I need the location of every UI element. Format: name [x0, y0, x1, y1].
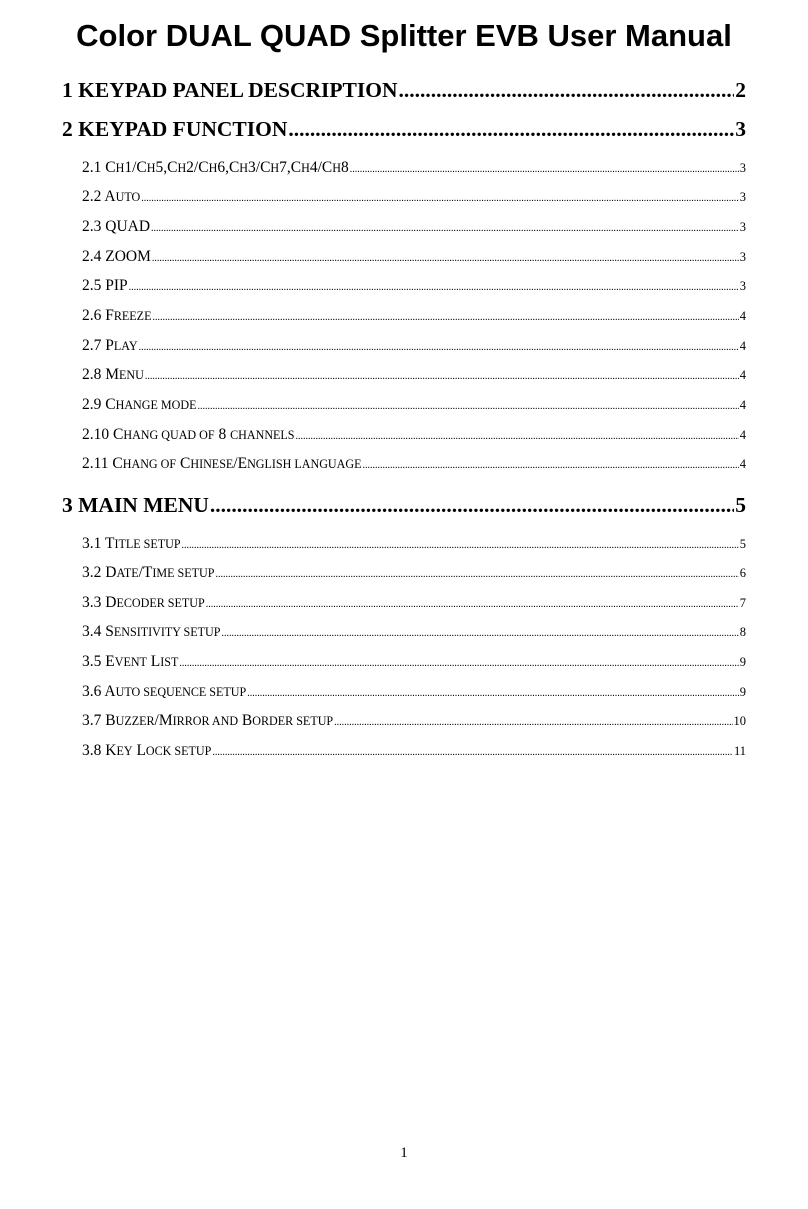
toc-entry-2-8[interactable]	[82, 364, 746, 386]
toc-entry-3-2[interactable]	[82, 562, 746, 584]
toc-entry-3-6[interactable]	[82, 681, 746, 703]
toc-entry-section-1[interactable]	[62, 76, 746, 104]
toc-page-number: 4	[739, 309, 746, 323]
toc-leader	[206, 594, 739, 616]
toc-leader	[296, 426, 739, 448]
toc-page-number: 4	[739, 428, 746, 442]
toc-leader	[212, 742, 733, 764]
toc-label: 3.1 TITLE SETUP	[82, 535, 181, 552]
toc-label: 3 MAIN MENU	[62, 493, 209, 517]
toc-label: 3.5 EVENT LIST	[82, 653, 179, 670]
toc-label: 3.3 DECODER SETUP	[82, 594, 205, 611]
toc-entry-2-9[interactable]	[82, 394, 746, 416]
toc-leader	[288, 115, 734, 143]
toc-label: 2.10 CHANG QUAD OF 8 CHANNELS	[82, 426, 295, 443]
toc-entry-3-5[interactable]	[82, 651, 746, 673]
toc-page-number: 3	[739, 279, 746, 293]
page-number: 1	[400, 1145, 408, 1161]
toc-leader	[141, 188, 739, 210]
toc-label: 2.11 CHANG OF CHINESE/ENGLISH LANGUAGE	[82, 455, 362, 472]
toc-label: 3.7 BUZZER/MIRROR AND BORDER SETUP	[82, 712, 334, 729]
toc-page-number: 4	[739, 457, 746, 471]
toc-page-number: 10	[733, 714, 746, 728]
toc-label: 2.7 PLAY	[82, 337, 138, 354]
toc-entry-section-3[interactable]	[62, 491, 746, 519]
toc-leader	[152, 248, 739, 270]
toc-label: 2 KEYPAD FUNCTION	[62, 117, 288, 141]
toc-label: 2.9 CHANGE MODE	[82, 396, 197, 413]
toc-entry-3-8[interactable]	[82, 740, 746, 762]
toc-leader	[152, 307, 738, 329]
toc-leader	[350, 159, 739, 181]
page-title: Color DUAL QUAD Splitter EVB User Manual	[76, 18, 732, 53]
toc-page-number: 3	[739, 220, 746, 234]
toc-page-number: 4	[739, 368, 746, 382]
toc-page-number: 7	[739, 596, 746, 610]
toc-entry-2-11[interactable]	[82, 453, 746, 475]
toc-entry-2-10[interactable]	[82, 424, 746, 446]
toc-entry-2-1[interactable]	[82, 157, 746, 179]
toc-leader	[129, 277, 739, 299]
toc-entry-2-2[interactable]	[82, 186, 746, 208]
toc-page-number: 8	[739, 625, 746, 639]
toc-page-number: 3	[739, 190, 746, 204]
toc-page-number: 3	[735, 117, 746, 141]
toc-leader	[247, 683, 739, 705]
toc-page-number: 3	[739, 250, 746, 264]
toc-leader	[215, 564, 738, 586]
toc-entry-2-7[interactable]	[82, 335, 746, 357]
toc-leader	[151, 218, 739, 240]
toc-page-number: 3	[739, 161, 746, 175]
toc-label: 2.2 AUTO	[82, 188, 141, 205]
toc-label: 2.3 QUAD	[82, 218, 151, 235]
toc-page-number: 2	[735, 78, 746, 102]
toc-label: 1 KEYPAD PANEL DESCRIPTION	[62, 78, 398, 102]
toc-leader	[398, 76, 734, 104]
toc-label: 3.2 DATE/TIME SETUP	[82, 564, 215, 581]
toc-page-number: 5	[735, 493, 746, 517]
toc-entry-section-2[interactable]	[62, 115, 746, 143]
toc-label: 3.4 SENSITIVITY SETUP	[82, 623, 221, 640]
toc-label: 3.6 AUTO SEQUENCE SETUP	[82, 683, 247, 700]
toc-label: 2.6 FREEZE	[82, 307, 152, 324]
toc-entry-3-4[interactable]	[82, 621, 746, 643]
toc-page-number: 11	[733, 744, 746, 758]
toc-label: 2.1 CH1/CH5,CH2/CH6,CH3/CH7,CH4/CH8	[82, 159, 349, 176]
toc-page-number: 4	[739, 398, 746, 412]
toc-page-number: 5	[739, 537, 746, 551]
toc-entry-2-5[interactable]	[82, 275, 746, 297]
toc-entry-3-7[interactable]	[82, 710, 746, 732]
toc-page-number: 6	[739, 566, 746, 580]
toc-leader	[197, 396, 738, 418]
toc-page-number: 4	[739, 339, 746, 353]
toc-leader	[334, 712, 732, 734]
toc-page-number: 9	[739, 685, 746, 699]
toc-label: 2.4 ZOOM	[82, 248, 151, 265]
toc-leader	[139, 337, 739, 359]
toc-label: 2.8 MENU	[82, 366, 144, 383]
toc-entry-2-3[interactable]	[82, 216, 746, 238]
toc-entry-2-4[interactable]	[82, 246, 746, 268]
toc-label: 2.5 PIP	[82, 277, 128, 294]
toc-leader	[179, 653, 738, 675]
toc-leader	[145, 366, 739, 388]
toc-page-number: 9	[739, 655, 746, 669]
toc-leader	[182, 535, 739, 557]
toc-entry-3-1[interactable]	[82, 533, 746, 555]
toc-entry-2-6[interactable]	[82, 305, 746, 327]
toc-entry-3-3[interactable]	[82, 592, 746, 614]
toc-leader	[362, 455, 738, 477]
toc-leader	[210, 491, 734, 519]
toc-leader	[221, 623, 738, 645]
toc-label: 3.8 KEY LOCK SETUP	[82, 742, 212, 759]
